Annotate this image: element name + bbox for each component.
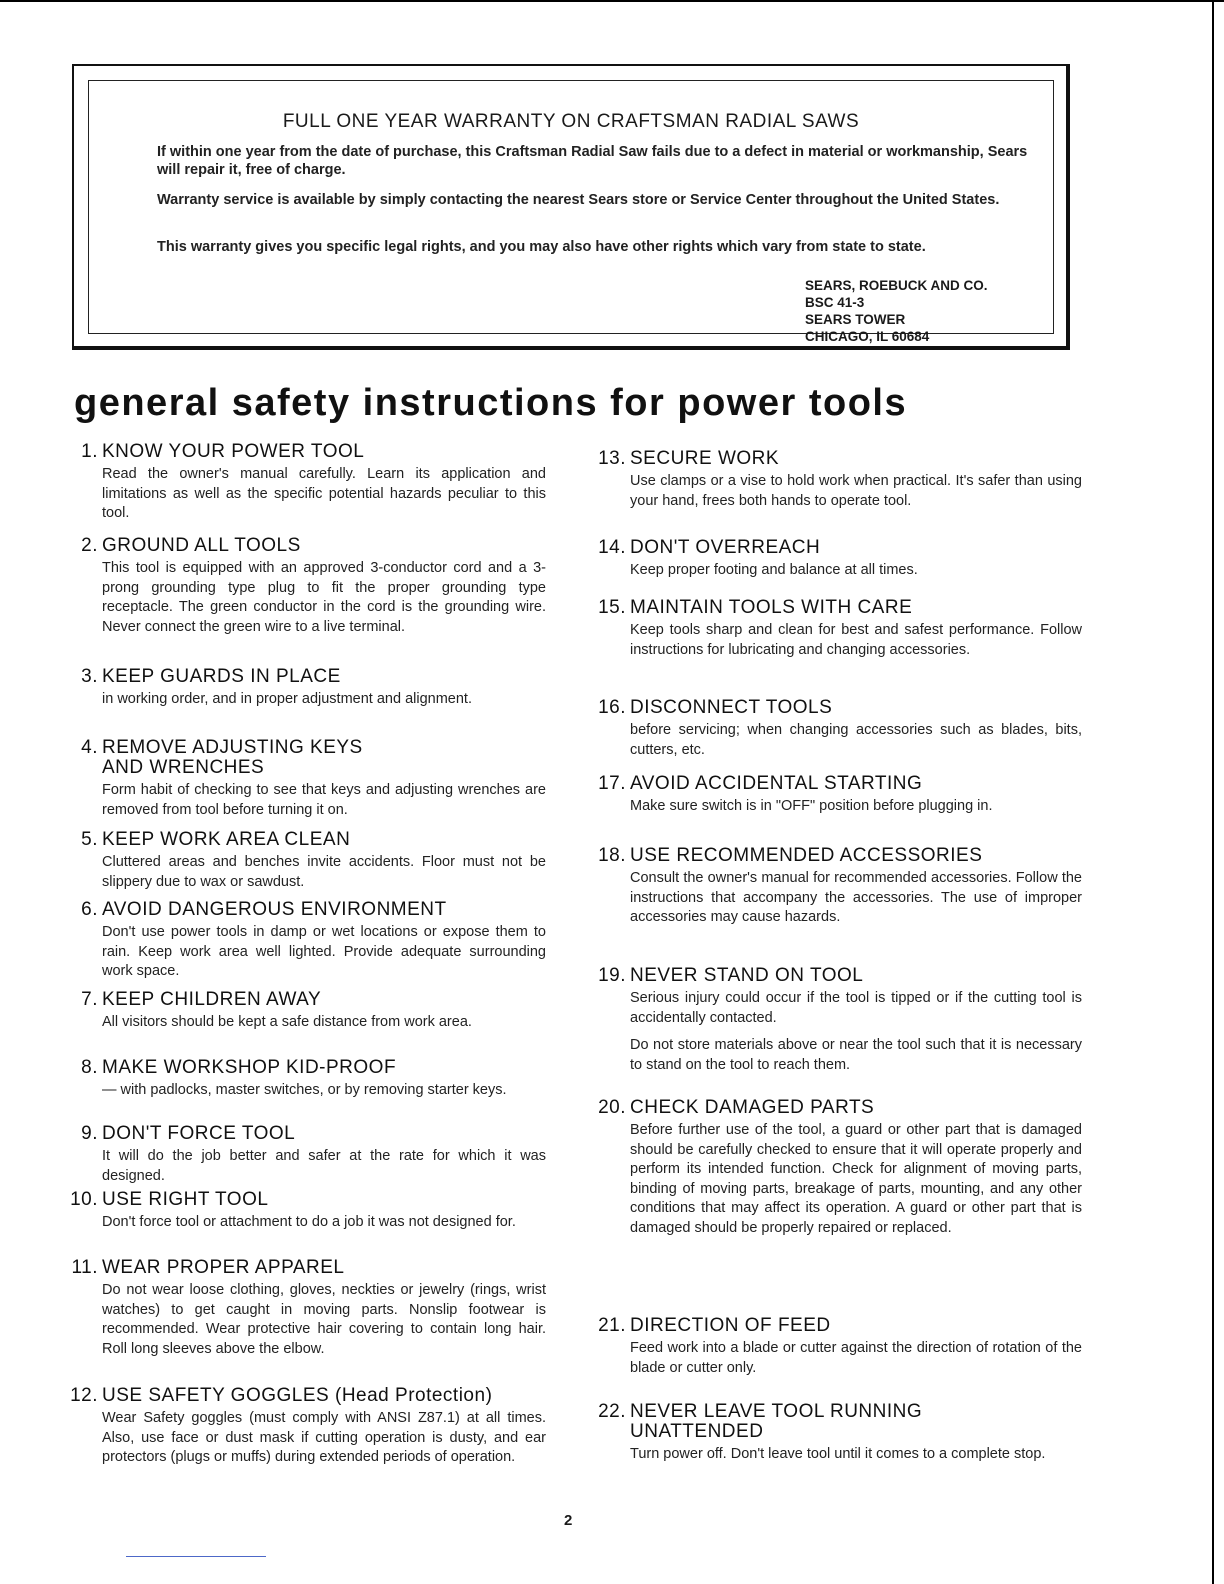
instruction-body: [630, 1121, 1082, 1238]
instruction-text: Use clamps or a vise to hold work when practical. It's safer than using your hand, frees both hands to operate tool.: [630, 473, 1082, 509]
instruction-text: Keep tools sharp and clean for best and safest performance. Follow instructions for lubricating and changing accessories.: [630, 622, 1082, 658]
instruction-body: [102, 1409, 546, 1468]
instruction-body: [630, 472, 1082, 511]
instruction-title: [588, 449, 1082, 469]
instruction-title: [588, 598, 1082, 618]
instruction-number: 13.: [598, 448, 626, 469]
instruction-title-text: REMOVE ADJUSTING KEYS: [102, 737, 363, 758]
instruction-number: 4.: [81, 737, 98, 758]
instruction-title: [588, 1402, 1082, 1442]
instruction-body: [102, 465, 546, 524]
instruction-text: Turn power off. Don't leave tool until it comes to a complete stop.: [630, 1446, 1046, 1462]
address-line: BSC 41-3: [805, 295, 865, 310]
instruction-title-text: SECURE WORK: [630, 448, 780, 469]
instruction-item: [60, 830, 546, 892]
instruction-title: [60, 1058, 546, 1078]
instruction-item: [60, 900, 546, 982]
instruction-title: [588, 774, 1082, 794]
instruction-body: [102, 1281, 546, 1359]
instruction-title: [60, 738, 546, 778]
instruction-number: 22.: [598, 1401, 626, 1422]
instruction-number: 11.: [71, 1257, 98, 1278]
instruction-number: 10.: [70, 1189, 98, 1210]
instruction-text: before servicing; when changing accessories such as blades, bits, cutters, etc.: [630, 722, 1082, 758]
instruction-title: [60, 900, 546, 920]
warranty-inner-frame: [88, 80, 1054, 344]
instruction-text: Feed work into a blade or cutter against the direction of rotation of the blade or cutter only.: [630, 1340, 1082, 1376]
instruction-item: [60, 1058, 546, 1101]
instruction-title-text: AVOID ACCIDENTAL STARTING: [630, 773, 923, 794]
instruction-text: Do not store materials above or near the tool such that it is necessary to stand on the tool to reach them.: [630, 1037, 1082, 1073]
warranty-paragraph: Warranty service is available by simply contacting the nearest Sears store or Service Center throughout the United States.: [157, 192, 1000, 208]
instruction-title-text: KEEP CHILDREN AWAY: [102, 989, 322, 1010]
instruction-title-text: WEAR PROPER APPAREL: [102, 1257, 345, 1278]
instruction-text: Read the owner's manual carefully. Learn its application and limitations as well as the specific potential hazards peculiar to this tool.: [102, 466, 546, 521]
instruction-title: [60, 1124, 546, 1144]
instruction-title-text: USE RIGHT TOOL: [102, 1189, 269, 1210]
page-top-border: [0, 0, 1224, 2]
page-number: 2: [564, 1512, 573, 1529]
instruction-title: [588, 698, 1082, 718]
instruction-item: [588, 1098, 1082, 1238]
instruction-number: 17.: [598, 773, 626, 794]
instruction-text: Serious injury could occur if the tool is tipped or if the cutting tool is accidentally contacted.: [630, 990, 1082, 1026]
instruction-text: Make sure switch is in "OFF" position before plugging in.: [630, 798, 993, 814]
instruction-item: [60, 442, 546, 524]
instruction-title-text: KEEP GUARDS IN PLACE: [102, 666, 341, 687]
instruction-text: Form habit of checking to see that keys and adjusting wrenches are removed from tool before turning it on.: [102, 782, 546, 818]
instruction-body: [630, 1339, 1082, 1378]
instruction-title-text: DIRECTION OF FEED: [630, 1315, 831, 1336]
warranty-title: FULL ONE YEAR WARRANTY ON CRAFTSMAN RADIAL SAWS: [282, 111, 860, 132]
instruction-title: [588, 538, 1082, 558]
instruction-title: [60, 830, 546, 850]
instruction-body: [102, 559, 546, 637]
instruction-number: 12.: [70, 1385, 98, 1406]
instruction-body: [630, 869, 1082, 928]
instruction-item: [60, 1258, 546, 1359]
instruction-item: [60, 1386, 546, 1468]
instruction-number: 15.: [598, 597, 626, 618]
instruction-number: 14.: [598, 537, 626, 558]
instruction-item: [588, 698, 1082, 760]
instruction-text: Don't force tool or attachment to do a job it was not designed for.: [102, 1214, 516, 1230]
instruction-body: [102, 781, 546, 820]
instruction-text: Do not wear loose clothing, gloves, neckties or jewelry (rings, wrist watches) to get caught in moving parts. Nonslip footwear is recommended. Wear protective hair covering to contain long hair. Roll long sleeves above the elbow.: [102, 1282, 546, 1357]
instruction-text: It will do the job better and safer at the rate for which it was designed.: [102, 1148, 546, 1184]
instruction-item: [588, 966, 1082, 1075]
instruction-number: 2.: [81, 535, 98, 556]
instruction-body: [102, 1081, 546, 1101]
instruction-title-text: NEVER STAND ON TOOL: [630, 965, 864, 986]
instruction-text: Before further use of the tool, a guard or other part that is damaged should be carefully checked to ensure that it will operate properly and perform its intended function. Check for alignment of moving parts, binding of moving parts, breakage of parts, mounting, and any other conditions that may affect its operation. A guard or other part that is damaged should be properly repaired or replaced.: [630, 1122, 1082, 1236]
instruction-number: 8.: [81, 1057, 98, 1078]
instruction-number: 21.: [598, 1315, 626, 1336]
instruction-item: [60, 738, 546, 820]
address-line: SEARS TOWER: [805, 312, 906, 327]
footer-rule: [126, 1556, 266, 1557]
instruction-text: All visitors should be kept a safe distance from work area.: [102, 1014, 472, 1030]
instruction-title: [588, 1316, 1082, 1336]
instruction-number: 18.: [598, 845, 626, 866]
instruction-text: Cluttered areas and benches invite accidents. Floor must not be slippery due to wax or sawdust.: [102, 854, 546, 890]
instruction-body: [102, 1147, 546, 1186]
instruction-item: [588, 598, 1082, 660]
warranty-box: [72, 64, 1070, 350]
instruction-title-text: DON'T FORCE TOOL: [102, 1123, 296, 1144]
instruction-text: Keep proper footing and balance at all times.: [630, 562, 918, 578]
instruction-title-text: MAINTAIN TOOLS WITH CARE: [630, 597, 913, 618]
instruction-title-text: USE SAFETY GOGGLES (Head Protection): [102, 1385, 493, 1406]
instruction-item: [60, 536, 546, 637]
instruction-title-text: MAKE WORKSHOP KID-PROOF: [102, 1057, 397, 1078]
instruction-title: [60, 442, 546, 462]
instruction-title: [588, 1098, 1082, 1118]
instruction-item: [588, 538, 1082, 581]
instruction-item: [588, 449, 1082, 511]
page-right-border: [1212, 0, 1214, 1584]
instruction-title: [588, 846, 1082, 866]
instruction-body: [102, 690, 546, 710]
instruction-text: Don't use power tools in damp or wet locations or expose them to rain. Keep work area well lighted. Provide adequate surrounding work space.: [102, 924, 546, 979]
instruction-item: [588, 846, 1082, 928]
instruction-text: in working order, and in proper adjustment and alignment.: [102, 691, 472, 707]
warranty-paragraph: This warranty gives you specific legal rights, and you may also have other rights which vary from state to state.: [157, 239, 926, 255]
warranty-address: [805, 277, 988, 345]
instruction-title: [60, 667, 546, 687]
instruction-body: [630, 561, 1082, 581]
instruction-body: [102, 853, 546, 892]
instruction-number: 7.: [81, 989, 98, 1010]
instruction-number: 1.: [81, 441, 98, 462]
instruction-number: 9.: [81, 1123, 98, 1144]
instruction-body: [102, 1013, 546, 1033]
warranty-paragraph: If within one year from the date of purchase, this Craftsman Radial Saw fails due to a defect in material or workmanship, Sears will repair it, free of charge.: [157, 144, 1028, 178]
instruction-title-text: USE RECOMMENDED ACCESSORIES: [630, 845, 983, 866]
instruction-item: [60, 1124, 546, 1186]
instruction-title-text: DISCONNECT TOOLS: [630, 697, 833, 718]
instruction-body: [102, 923, 546, 982]
instruction-text: This tool is equipped with an approved 3-conductor cord and a 3-prong grounding type plug to fit the proper grounding type receptacle. The green conductor in the cord is the grounding wire. Never connect the green wire to a live terminal.: [102, 560, 546, 635]
instruction-body: [630, 721, 1082, 760]
instruction-title-text: KNOW YOUR POWER TOOL: [102, 441, 365, 462]
instruction-text: Wear Safety goggles (must comply with ANSI Z87.1) at all times. Also, use face or dust mask if cutting operation is dusty, and ear protectors (plugs or muffs) during extended periods of operation.: [102, 1410, 546, 1465]
address-line: CHICAGO, IL 60684: [805, 329, 930, 344]
instruction-title: [60, 1258, 546, 1278]
instruction-text: Consult the owner's manual for recommended accessories. Follow the instructions that accompany the accessories. The use of improper accessories may cause hazards.: [630, 870, 1082, 925]
instruction-title: [60, 1190, 546, 1210]
instruction-item: [588, 1402, 1082, 1465]
instruction-item: [60, 1190, 546, 1233]
instruction-number: 6.: [81, 899, 98, 920]
instruction-title: [60, 536, 546, 556]
address-line: SEARS, ROEBUCK AND CO.: [805, 278, 988, 293]
instruction-item: [60, 667, 546, 710]
instruction-body: [630, 1445, 1082, 1465]
instruction-body: [630, 989, 1082, 1075]
instruction-title-text: KEEP WORK AREA CLEAN: [102, 829, 351, 850]
instruction-number: 20.: [598, 1097, 626, 1118]
instruction-title-text: AND WRENCHES: [102, 757, 265, 778]
instruction-number: 3.: [81, 666, 98, 687]
instruction-body: [630, 621, 1082, 660]
instruction-body: [102, 1213, 546, 1233]
instruction-body: [630, 797, 1082, 817]
instruction-title-text: UNATTENDED: [630, 1421, 764, 1442]
instruction-title: [60, 990, 546, 1010]
instruction-number: 5.: [81, 829, 98, 850]
instruction-title-text: GROUND ALL TOOLS: [102, 535, 301, 556]
instruction-number: 19.: [598, 965, 626, 986]
instruction-title: [60, 1386, 546, 1406]
instruction-text: — with padlocks, master switches, or by removing starter keys.: [102, 1082, 507, 1098]
page-heading: general safety instructions for power tools: [74, 382, 908, 424]
instruction-title: [588, 966, 1082, 986]
instruction-title-text: NEVER LEAVE TOOL RUNNING: [630, 1401, 923, 1422]
instruction-title-text: CHECK DAMAGED PARTS: [630, 1097, 875, 1118]
instruction-title-text: AVOID DANGEROUS ENVIRONMENT: [102, 899, 447, 920]
instruction-title-text: DON'T OVERREACH: [630, 537, 821, 558]
instruction-number: 16.: [598, 697, 626, 718]
instruction-item: [588, 1316, 1082, 1378]
instruction-item: [588, 774, 1082, 817]
instruction-item: [60, 990, 546, 1033]
